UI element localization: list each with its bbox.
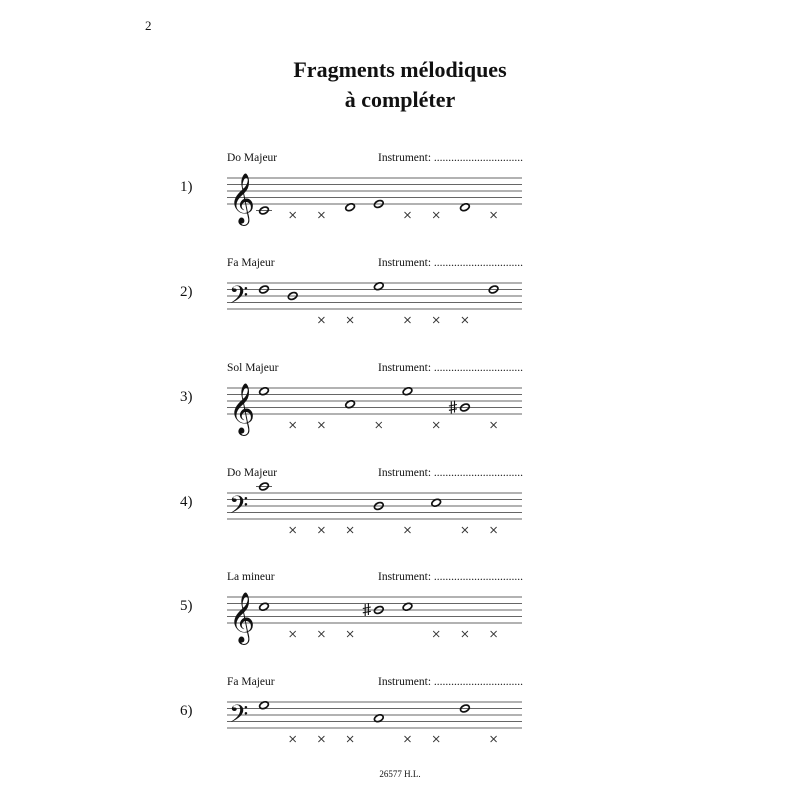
exercise-2 — [0, 257, 800, 357]
key-label: Fa Majeur — [227, 676, 275, 688]
missing-note-mark — [347, 631, 353, 637]
bass-clef-icon: 𝄢 — [229, 491, 249, 526]
missing-note-mark — [318, 422, 324, 428]
key-label: Do Majeur — [227, 467, 278, 479]
missing-note-mark — [491, 631, 497, 637]
sharp-icon — [449, 401, 457, 414]
key-label: La mineur — [227, 571, 275, 583]
exercise-number: 1) — [180, 179, 193, 195]
missing-note-mark — [433, 317, 439, 323]
staff — [0, 571, 800, 671]
instrument-field[interactable]: Instrument: ............................... — [378, 467, 524, 479]
staff — [0, 467, 800, 567]
missing-note-mark — [290, 527, 296, 533]
staff — [0, 676, 800, 776]
exercise-number: 6) — [180, 703, 193, 719]
treble-clef-icon: 𝄞 — [229, 173, 256, 224]
key-label: Do Majeur — [227, 152, 278, 164]
missing-note-mark — [491, 422, 497, 428]
missing-note-mark — [318, 317, 324, 323]
missing-note-mark — [405, 317, 411, 323]
exercise-1 — [0, 152, 800, 252]
missing-note-mark — [491, 212, 497, 218]
exercise-6 — [0, 676, 800, 776]
exercise-number: 3) — [180, 389, 193, 405]
missing-note-mark — [491, 736, 497, 742]
staff — [0, 362, 800, 462]
exercise-3 — [0, 362, 800, 462]
missing-note-mark — [347, 527, 353, 533]
key-label: Fa Majeur — [227, 257, 275, 269]
missing-note-mark — [433, 422, 439, 428]
missing-note-mark — [347, 736, 353, 742]
missing-note-mark — [433, 212, 439, 218]
missing-note-mark — [318, 631, 324, 637]
missing-note-mark — [462, 631, 468, 637]
instrument-field[interactable]: Instrument: ............................... — [378, 362, 524, 374]
treble-clef-icon: 𝄞 — [229, 383, 256, 434]
page-number: 2 — [145, 18, 152, 33]
missing-note-mark — [405, 527, 411, 533]
missing-note-mark — [462, 317, 468, 323]
treble-clef-icon: 𝄞 — [229, 592, 256, 643]
title-line-2: à compléter — [344, 87, 456, 112]
exercise-number: 5) — [180, 598, 193, 614]
missing-note-mark — [318, 736, 324, 742]
missing-note-mark — [462, 527, 468, 533]
missing-note-mark — [290, 736, 296, 742]
instrument-field[interactable]: Instrument: ............................... — [378, 676, 524, 688]
missing-note-mark — [433, 631, 439, 637]
missing-note-mark — [491, 527, 497, 533]
key-label: Sol Majeur — [227, 362, 279, 374]
missing-note-mark — [318, 527, 324, 533]
missing-note-mark — [433, 736, 439, 742]
missing-note-mark — [290, 631, 296, 637]
missing-note-mark — [318, 212, 324, 218]
missing-note-mark — [405, 212, 411, 218]
staff — [0, 152, 800, 252]
missing-note-mark — [290, 212, 296, 218]
title-line-1: Fragments mélodiques — [293, 57, 507, 82]
page-title — [0, 55, 800, 115]
exercise-number: 4) — [180, 494, 193, 510]
staff — [0, 257, 800, 357]
instrument-field[interactable]: Instrument: ............................... — [378, 571, 524, 583]
exercise-number: 2) — [180, 284, 193, 300]
missing-note-mark — [347, 317, 353, 323]
missing-note-mark — [405, 736, 411, 742]
exercise-4 — [0, 467, 800, 567]
sharp-icon — [363, 603, 371, 616]
missing-note-mark — [376, 422, 382, 428]
footer-catalog-number: 26577 H.L. — [379, 769, 421, 779]
missing-note-mark — [290, 422, 296, 428]
bass-clef-icon: 𝄢 — [229, 281, 249, 316]
exercise-5 — [0, 571, 800, 671]
instrument-field[interactable]: Instrument: ............................... — [378, 152, 524, 164]
instrument-field[interactable]: Instrument: ............................... — [378, 257, 524, 269]
bass-clef-icon: 𝄢 — [229, 700, 249, 735]
